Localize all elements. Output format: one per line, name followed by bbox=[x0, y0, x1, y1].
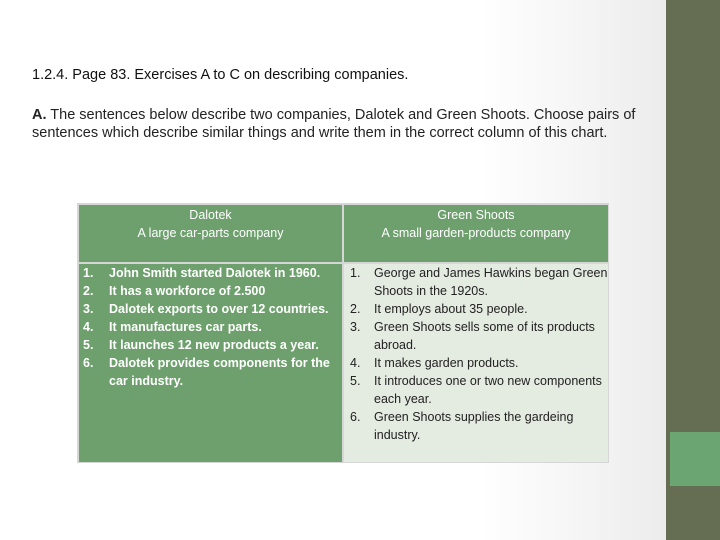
item-number: 3. bbox=[350, 320, 361, 334]
green-shoots-sentence-3 bbox=[344, 318, 608, 354]
exercise-heading: 1.2.4. Page 83. Exercises A to C on describing companies. bbox=[32, 67, 409, 83]
item-number: 1. bbox=[350, 266, 361, 280]
green-shoots-header-cell bbox=[344, 205, 608, 262]
green-shoots-sentence-4 bbox=[344, 354, 608, 372]
sentence-text: Dalotek exports to over 12 countries. bbox=[109, 302, 329, 316]
dalotek-header-cell bbox=[79, 205, 342, 262]
sentence-text: It employs about 35 people. bbox=[374, 302, 528, 316]
item-number: 6. bbox=[83, 356, 94, 370]
sidebar-accent-block bbox=[670, 432, 720, 486]
dalotek-sentence-5 bbox=[79, 336, 342, 354]
dalotek-name: Dalotek bbox=[189, 208, 232, 222]
item-number: 4. bbox=[83, 320, 94, 334]
item-number: 2. bbox=[83, 284, 94, 298]
dalotek-description: A large car-parts company bbox=[137, 226, 284, 240]
green-shoots-sentence-6 bbox=[344, 408, 608, 444]
dalotek-sentence-1 bbox=[79, 264, 342, 282]
item-number: 1. bbox=[83, 266, 94, 280]
item-number: 5. bbox=[350, 374, 361, 388]
sentence-text: Dalotek provides components for the car industry. bbox=[109, 356, 330, 388]
comparison-chart bbox=[77, 203, 609, 463]
instructions-text: The sentences below describe two companies, Dalotek and Green Shoots. Choose pairs of sentences which describe similar things and write them in the correct column of this chart. bbox=[32, 107, 636, 141]
green-shoots-sentence-list bbox=[344, 264, 608, 444]
item-number: 3. bbox=[83, 302, 94, 316]
dalotek-sentence-3 bbox=[79, 300, 342, 318]
sentence-text: Green Shoots sells some of its products abroad. bbox=[374, 320, 595, 352]
sentence-text: It introduces one or two new components each year. bbox=[374, 374, 602, 406]
dalotek-sentence-4 bbox=[79, 318, 342, 336]
item-number: 4. bbox=[350, 356, 361, 370]
sentence-text: It has a workforce of 2.500 bbox=[109, 284, 266, 298]
green-shoots-sentence-1 bbox=[344, 264, 608, 300]
green-shoots-name: Green Shoots bbox=[437, 208, 515, 222]
sentence-text: It launches 12 new products a year. bbox=[109, 338, 319, 352]
exercise-instructions bbox=[32, 106, 662, 142]
dalotek-sentences-cell bbox=[79, 264, 342, 462]
sentence-text: John Smith started Dalotek in 1960. bbox=[109, 266, 321, 280]
green-shoots-description: A small garden-products company bbox=[381, 226, 571, 240]
sentence-text: It makes garden products. bbox=[374, 356, 519, 370]
dalotek-sentence-list bbox=[79, 264, 342, 390]
dalotek-sentence-6 bbox=[79, 354, 342, 390]
green-shoots-sentence-2 bbox=[344, 300, 608, 318]
dalotek-sentence-2 bbox=[79, 282, 342, 300]
green-shoots-sentence-5 bbox=[344, 372, 608, 408]
sentence-text: George and James Hawkins began Green Shoots in the 1920s. bbox=[374, 266, 608, 298]
exercise-label: A. bbox=[32, 107, 47, 123]
sentence-text: It manufactures car parts. bbox=[109, 320, 262, 334]
item-number: 5. bbox=[83, 338, 94, 352]
sentence-text: Green Shoots supplies the gardeing industry. bbox=[374, 410, 574, 442]
item-number: 2. bbox=[350, 302, 361, 316]
item-number: 6. bbox=[350, 410, 361, 424]
green-shoots-sentences-cell bbox=[344, 264, 608, 462]
